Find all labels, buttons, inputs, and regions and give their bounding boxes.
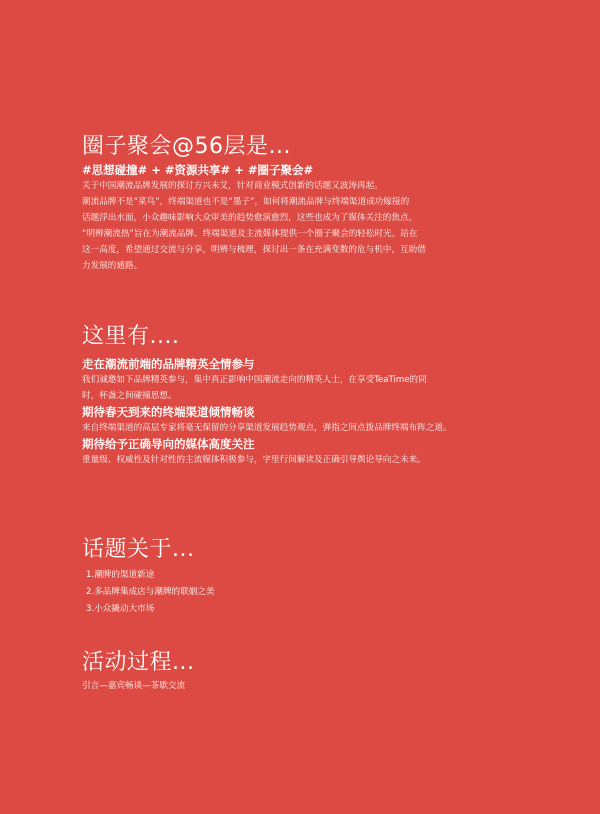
topic-item: 1.潮牌的渠道新途 <box>86 570 155 580</box>
item-line: 时，杯盏之间碰撞思想。 <box>82 391 177 401</box>
section-here <box>82 324 512 468</box>
intro-line: 这一高度，希望通过交流与分享，明辨与梳理，探讨出一条在充满变数的危与机中，互助借 <box>82 245 426 255</box>
intro-line: 关于中国潮流品牌发展的探讨方兴未艾，针对商业模式创新的话题又波涛再起。 <box>82 181 383 191</box>
intro-line: “明辨潮流热”旨在为潮流品牌、终端渠道及主流媒体提供一个圈子聚会的轻松时光。站在 <box>82 229 418 239</box>
process-text: 引言—嘉宾畅谈—茶歇交流 <box>82 681 186 691</box>
hashtags: #思想碰撞# + #资源共享# + #圈子聚会# <box>82 163 314 177</box>
section-process <box>82 650 512 694</box>
intro-line: 话题浮出水面，小众趣味影响大众审美的趋势愈演愈烈，这些也成为了媒体关注的焦点。 <box>82 213 418 223</box>
item-line: 重量级、权威性及针对性的主流媒体积极参与，字里行间解读及正确引导舆论导向之未来。 <box>82 455 426 465</box>
item-line: 我们诚邀如下品牌精英参与，集中真正影响中国潮流走向的精英人士，在享受TeaTime的同 <box>82 375 427 385</box>
section-topics <box>82 537 512 618</box>
section-title: 话题关于... <box>82 537 195 562</box>
item-heading: 期待春天到来的终端渠道倾情畅谈 <box>82 405 255 419</box>
topic-item: 3.小众撬动大市场 <box>86 604 155 614</box>
topic-item: 2.多品牌集成店与潮牌的联姻之美 <box>86 587 215 597</box>
section-title: 这里有.... <box>82 324 180 349</box>
item-heading: 走在潮流前端的品牌精英全情参与 <box>82 357 255 371</box>
section-title: 活动过程... <box>82 650 195 675</box>
item-heading: 期待给予正确导向的媒体高度关注 <box>82 437 255 451</box>
intro-line: 力发展的通路。 <box>82 261 143 271</box>
item-line: 来自终端渠道的高层专家将毫无保留的分享渠道发展趋势观点，弹指之间点拨品牌终端布阵之道。 <box>82 423 452 433</box>
intro-line: 潮流品牌不是“菜鸟”，终端渠道也不是“墨子”，如何将潮流品牌与终端渠道成功嫁接的 <box>82 197 410 207</box>
section-intro <box>82 134 512 274</box>
section-title: 圈子聚会@56层是... <box>82 134 291 159</box>
